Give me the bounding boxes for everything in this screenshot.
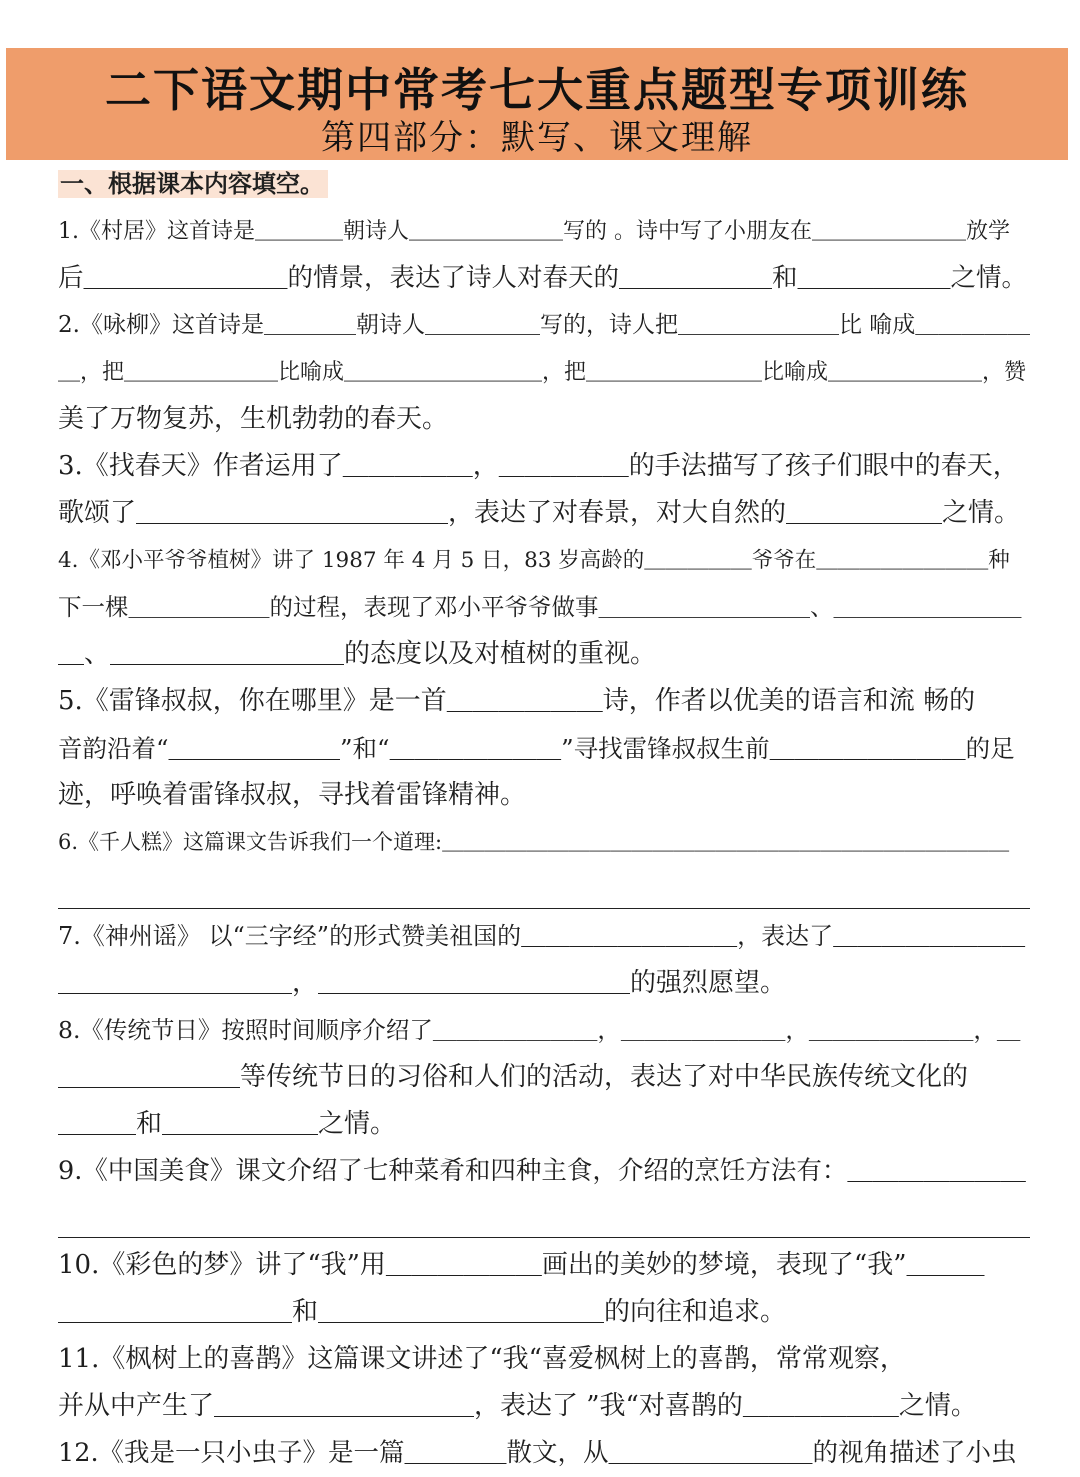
question-line: 美了万物复苏，生机勃勃的春天。 <box>58 404 449 434</box>
question-line: 2.《咏柳》这首诗是＿＿＿＿朝诗人＿＿＿＿＿写的，诗人把＿＿＿＿＿＿＿比 喻成＿＿＿＿＿ <box>58 312 1030 338</box>
question-line: 迹，呼唤着雷锋叔叔，寻找着雷锋精神。 <box>58 780 527 810</box>
question-line: 6.《千人糕》这篇课文告诉我们一个道理:＿＿＿＿＿＿＿＿＿＿＿＿＿＿＿＿＿＿＿＿＿＿＿＿＿＿＿ <box>58 830 1010 854</box>
title-banner <box>6 48 1068 160</box>
question-line: ＿＿＿＿＿＿＿＿＿和＿＿＿＿＿＿＿＿＿＿＿的向往和追求。 <box>58 1297 787 1327</box>
section-heading <box>58 164 1030 208</box>
question-line: 7.《神州谣》 以“三字经”的形式赞美祖国的＿＿＿＿＿＿＿＿＿，表达了＿＿＿＿＿＿＿＿ <box>58 922 1026 950</box>
question-line: ＿，把＿＿＿＿＿＿＿比喻成＿＿＿＿＿＿＿＿＿，把＿＿＿＿＿＿＿＿比喻成＿＿＿＿＿＿＿，赞 <box>58 360 1027 385</box>
answer-line <box>58 866 1030 913</box>
question-line: ＿＿＿＿＿＿＿＿＿，＿＿＿＿＿＿＿＿＿＿＿＿的强烈愿望。 <box>58 968 787 998</box>
question-line: 歌颂了＿＿＿＿＿＿＿＿＿＿＿＿，表达了对春景，对大自然的＿＿＿＿＿＿之情。 <box>58 498 1021 528</box>
question-lines <box>58 208 1030 1477</box>
answer-line <box>58 1195 1030 1242</box>
question-line: 9.《中国美食》课文介绍了七种菜肴和四种主食，介绍的烹饪方法有：＿＿＿＿＿＿＿ <box>58 1156 1026 1186</box>
question-line: 11.《枫树上的喜鹊》这篇课文讲述了“我“喜爱枫树上的喜鹊，常常观察， <box>58 1344 906 1374</box>
question-line: 5.《雷锋叔叔，你在哪里》是一首＿＿＿＿＿＿诗，作者以优美的语言和流 畅的 <box>58 686 976 716</box>
question-line: 音韵沿着“＿＿＿＿＿＿＿”和“＿＿＿＿＿＿＿”寻找雷锋叔叔生前＿＿＿＿＿＿＿＿的足 <box>58 734 1015 763</box>
question-line: 下一棵＿＿＿＿＿＿的过程，表现了邓小平爷爷做事＿＿＿＿＿＿＿＿＿、＿＿＿＿＿＿＿＿ <box>58 593 1022 621</box>
question-line: 4.《邓小平爷爷植树》讲了 1987 年 4 月 5 日，83 岁高龄的＿＿＿＿＿爷爷在＿＿＿＿＿＿＿＿种 <box>58 548 1010 573</box>
worksheet-body <box>58 164 1030 1477</box>
page-subtitle: 第四部分：默写、课文理解 <box>321 118 753 158</box>
question-line: 3.《找春天》作者运用了＿＿＿＿＿，＿＿＿＿＿的手法描写了孩子们眼中的春天， <box>58 451 1019 481</box>
question-line: 10.《彩色的梦》讲了“我”用＿＿＿＿＿＿画出的美妙的梦境，表现了“我”＿＿＿ <box>58 1250 985 1280</box>
question-line: 1.《村居》这首诗是＿＿＿＿朝诗人＿＿＿＿＿＿＿写的 。诗中写了小朋友在＿＿＿＿＿＿＿放学 <box>58 219 1010 244</box>
page-title: 二下语文期中常考七大重点题型专项训练 <box>105 63 969 117</box>
question-line: 后＿＿＿＿＿＿＿＿的情景，表达了诗人对春天的＿＿＿＿＿＿和＿＿＿＿＿＿之情。 <box>58 263 1028 293</box>
question-line: 12.《我是一只小虫子》是一篇＿＿＿＿散文，从＿＿＿＿＿＿＿＿的视角描述了小虫 <box>58 1438 1017 1468</box>
question-line: ＿＿＿＿＿＿＿等传统节日的习俗和人们的活动，表达了对中华民族传统文化的 <box>58 1062 969 1092</box>
question-line: ＿＿＿和＿＿＿＿＿＿之情。 <box>58 1109 397 1139</box>
question-line: 8.《传统节日》按照时间顺序介绍了＿＿＿＿＿＿＿，＿＿＿＿＿＿＿，＿＿＿＿＿＿＿，＿ <box>58 1016 1021 1044</box>
question-line: ＿、＿＿＿＿＿＿＿＿＿的态度以及对植树的重视。 <box>58 639 657 669</box>
section-heading-text: 一、根据课本内容填空。 <box>58 170 328 198</box>
question-line: 并从中产生了＿＿＿＿＿＿＿＿＿＿，表达了 ”我“对喜鹊的＿＿＿＿＿＿之情。 <box>58 1391 977 1421</box>
